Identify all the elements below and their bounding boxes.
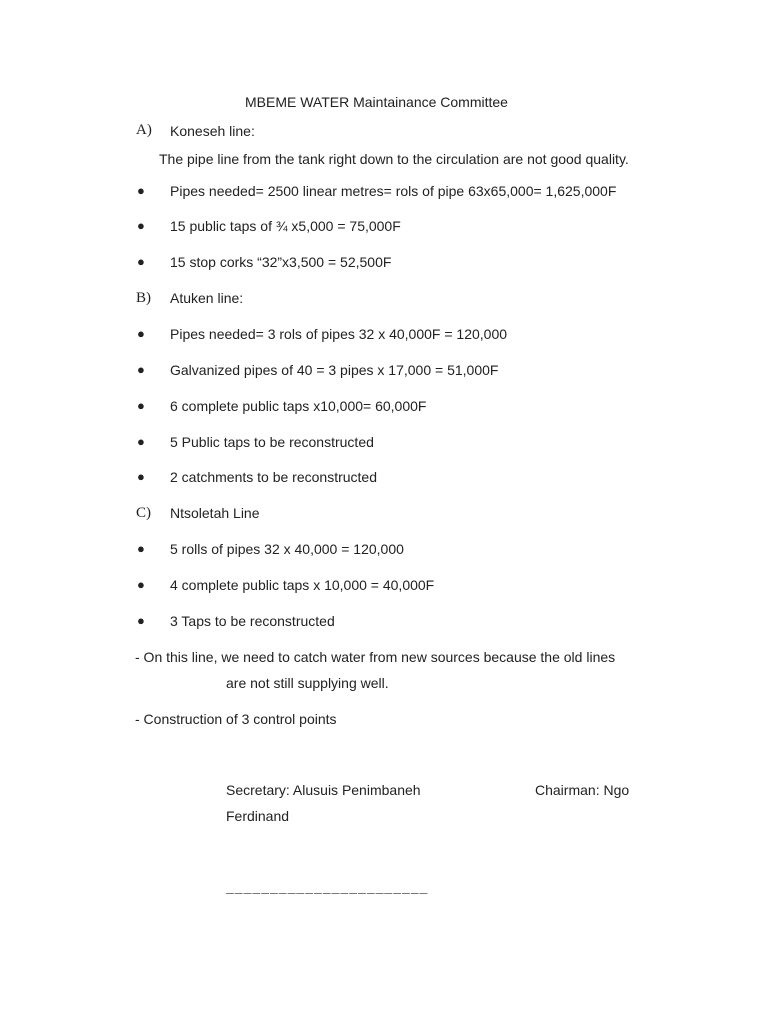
section-a-intro: The pipe line from the tank right down to the circulation are not good quality. (159, 151, 629, 167)
bullet-icon: ● (137, 218, 145, 233)
chairman-signature: Chairman: Ngo (535, 782, 630, 798)
list-item: Pipes needed= 2500 linear metres= rols of pipe 63x65,000= 1,625,000F (170, 183, 617, 199)
list-item: 6 complete public taps x10,000= 60,000F (170, 398, 427, 414)
section-c-heading: Ntsoletah Line (170, 505, 260, 521)
note-line-continuation: are not still supplying well. (226, 675, 389, 691)
list-item: 4 complete public taps x 10,000 = 40,000F (170, 577, 435, 593)
list-item: 3 Taps to be reconstructed (170, 613, 335, 629)
secretary-signature: Secretary: Alusuis Penimbaneh (226, 782, 421, 798)
bullet-icon: ● (137, 469, 145, 484)
list-item: 15 public taps of ¾ x5,000 = 75,000F (170, 218, 401, 234)
bullet-icon: ● (137, 577, 145, 592)
bullet-icon: ● (137, 613, 145, 628)
bullet-icon: ● (137, 254, 145, 269)
bullet-icon: ● (137, 398, 145, 413)
section-c-letter: C) (136, 505, 151, 521)
bullet-icon: ● (137, 541, 145, 556)
note-line: - Construction of 3 control points (135, 711, 337, 727)
list-item: Pipes needed= 3 rols of pipes 32 x 40,000F = 120,000 (170, 326, 508, 342)
list-item: 2 catchments to be reconstructed (170, 469, 377, 485)
note-line: - On this line, we need to catch water from new sources because the old lines (135, 649, 616, 665)
list-item: Galvanized pipes of 40 = 3 pipes x 17,000 = 51,000F (170, 362, 499, 378)
signature-line: _______________________ (226, 881, 429, 896)
bullet-icon: ● (137, 183, 145, 198)
bullet-icon: ● (137, 434, 145, 449)
section-a-heading: Koneseh line: (170, 123, 255, 139)
bullet-icon: ● (137, 326, 145, 341)
list-item: 5 Public taps to be reconstructed (170, 434, 374, 450)
document-title: MBEME WATER Maintainance Committee (245, 94, 508, 110)
section-b-letter: B) (136, 290, 151, 306)
list-item: 5 rolls of pipes 32 x 40,000 = 120,000 (170, 541, 404, 557)
section-a-letter: A) (136, 122, 152, 138)
section-b-heading: Atuken line: (170, 290, 244, 306)
chairman-signature-continuation: Ferdinand (226, 808, 290, 824)
list-item: 15 stop corks “32”x3,500 = 52,500F (170, 254, 392, 270)
bullet-icon: ● (137, 362, 145, 377)
